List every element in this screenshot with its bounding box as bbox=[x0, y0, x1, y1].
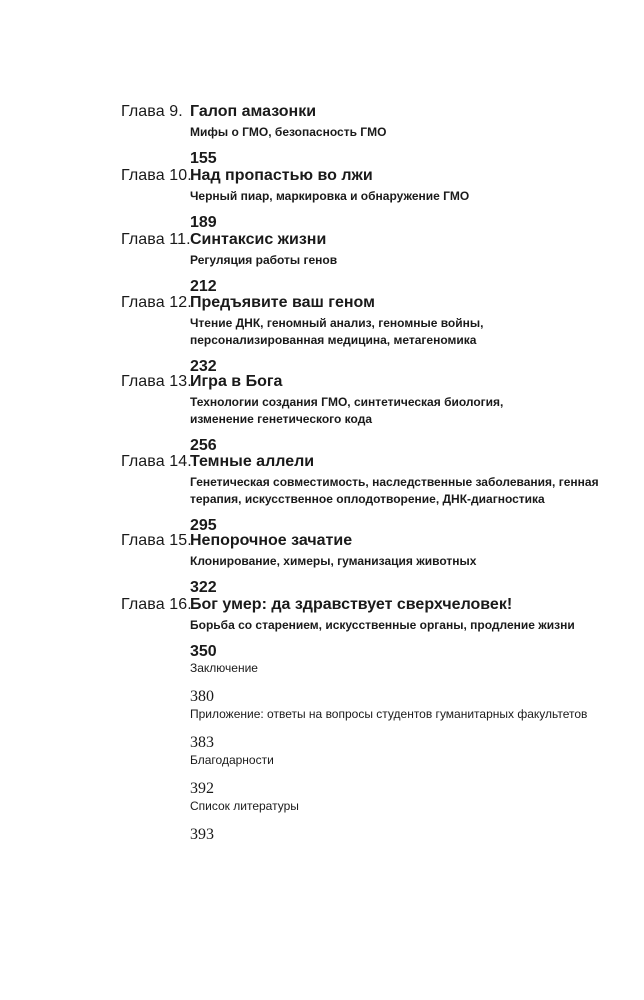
chapter-body bbox=[190, 452, 630, 536]
chapter-page-number: 155 bbox=[190, 150, 217, 167]
chapter-subtitle: Генетическая совместимость, наследственные заболевания, генная терапия, искусственное оплодотворение, ДНК-диагностика bbox=[190, 475, 599, 506]
chapter-subtitle: Борьба со старением, искусственные органы, продление жизни bbox=[190, 618, 575, 632]
section-title: Благодарности bbox=[190, 753, 274, 767]
chapter-body bbox=[190, 166, 630, 233]
toc-entry-appendix[interactable] bbox=[190, 706, 630, 753]
chapter-subtitle: Мифы о ГМО, безопасность ГМО bbox=[190, 125, 387, 139]
section-title: Заключение bbox=[190, 661, 258, 675]
chapter-label: Глава 12. bbox=[121, 294, 192, 311]
section-title: Приложение: ответы на вопросы студентов гуманитарных факультетов bbox=[190, 707, 588, 721]
chapter-page-number: 212 bbox=[190, 278, 217, 295]
chapter-page-number: 350 bbox=[190, 643, 217, 660]
chapter-page-number: 232 bbox=[190, 358, 217, 375]
chapter-label: Глава 14. bbox=[121, 453, 192, 470]
toc-entry-acknowledgements[interactable] bbox=[190, 752, 630, 799]
chapter-body bbox=[190, 595, 630, 662]
chapter-body bbox=[190, 372, 630, 456]
toc-entry-conclusion[interactable] bbox=[190, 660, 630, 707]
chapter-body bbox=[190, 293, 630, 377]
chapter-subtitle: Клонирование, химеры, гуманизация животных bbox=[190, 554, 477, 568]
chapter-label: Глава 10. bbox=[121, 167, 192, 184]
chapter-body bbox=[190, 531, 630, 598]
toc-entry-bibliography[interactable] bbox=[190, 798, 630, 845]
chapter-body bbox=[190, 102, 630, 169]
chapter-label: Глава 9. bbox=[121, 103, 183, 120]
chapter-title: Над пропастью во лжи bbox=[190, 167, 373, 184]
chapter-title: Темные аллели bbox=[190, 453, 315, 470]
chapter-subtitle: Чтение ДНК, геномный анализ, геномные войны, персонализированная медицина, метагеномика bbox=[190, 316, 484, 347]
chapter-label: Глава 16. bbox=[121, 596, 192, 613]
chapter-title: Предъявите ваш геном bbox=[190, 294, 375, 311]
chapter-page-number: 295 bbox=[190, 517, 217, 534]
section-page-number: 393 bbox=[190, 826, 214, 843]
section-page-number: 392 bbox=[190, 780, 214, 797]
chapter-page-number: 256 bbox=[190, 437, 217, 454]
chapter-label: Глава 11. bbox=[121, 231, 191, 248]
section-title: Список литературы bbox=[190, 799, 299, 813]
chapter-subtitle: Регуляция работы генов bbox=[190, 253, 338, 267]
chapter-title: Галоп амазонки bbox=[190, 103, 317, 120]
chapter-body bbox=[190, 230, 630, 297]
section-page-number: 380 bbox=[190, 688, 214, 705]
chapter-label: Глава 13. bbox=[121, 373, 192, 390]
chapter-subtitle: Черный пиар, маркировка и обнаружение ГМО bbox=[190, 189, 470, 203]
chapter-title: Игра в Бога bbox=[190, 373, 283, 390]
chapter-page-number: 189 bbox=[190, 214, 217, 231]
chapter-subtitle: Технологии создания ГМО, синтетическая биология, изменение генетического кода bbox=[190, 395, 504, 426]
chapter-page-number: 322 bbox=[190, 579, 217, 596]
section-page-number: 383 bbox=[190, 734, 214, 751]
chapter-label: Глава 15. bbox=[121, 532, 192, 549]
chapter-title: Непорочное зачатие bbox=[190, 532, 353, 549]
chapter-title: Бог умер: да здравствует сверхчеловек! bbox=[190, 596, 513, 613]
chapter-title: Синтаксис жизни bbox=[190, 231, 327, 248]
